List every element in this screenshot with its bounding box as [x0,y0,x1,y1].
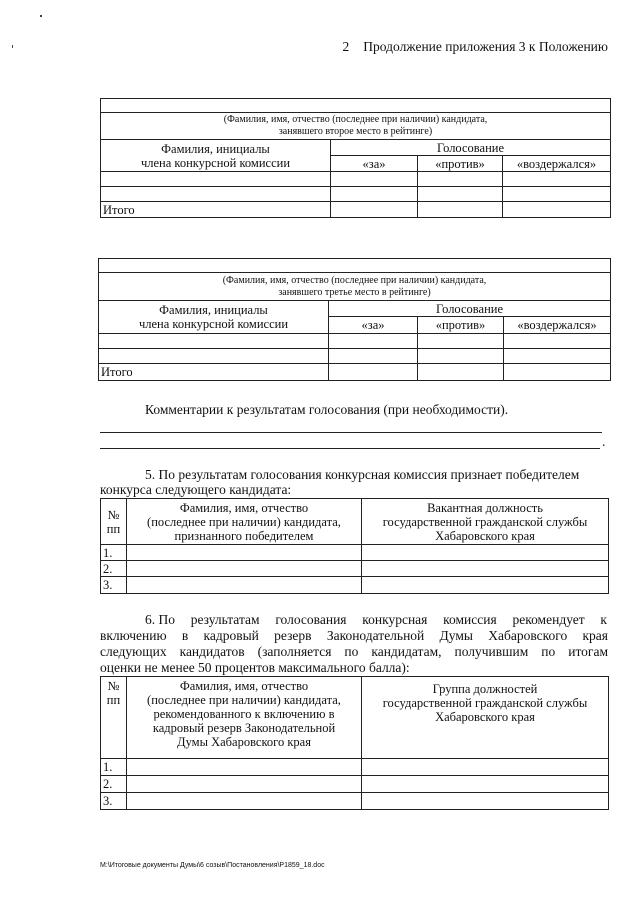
section6-line-3: следующих кандидатов (заполняется по кандидатам, получившим по итогам [100,644,608,659]
empty-cell[interactable] [362,561,609,577]
empty-cell[interactable] [329,349,418,364]
total-label: Итого [99,364,329,381]
member-column-header: Фамилия, инициалы члена конкурсной комиссии [99,301,329,334]
section6-line-2: включению в кадровый резерв Законодательной Думы Хабаровского края [100,628,608,643]
empty-cell[interactable] [418,349,504,364]
empty-cell[interactable] [362,776,609,793]
comments-line-1[interactable] [100,432,602,433]
empty-cell[interactable] [127,577,362,594]
row-number: 3. [101,793,127,810]
empty-cell[interactable] [362,577,609,594]
empty-cell[interactable] [99,334,329,349]
section6-line-1: 6. По результатам голосования конкурсная комиссия рекомендует к [145,612,607,627]
appendix-title: Продолжение приложения 3 к Положению [363,39,608,54]
empty-cell[interactable] [503,202,611,218]
number-column-header: № пп [101,677,127,759]
empty-cell[interactable] [362,793,609,810]
vote-for-header: «за» [329,317,418,334]
empty-cell[interactable] [504,349,611,364]
section5-line-1: 5. По результатам голосования конкурсная комиссия признает победителем [145,467,580,482]
empty-cell[interactable] [331,187,418,202]
file-path-footer: M:\Итоговые документы Думы\6 созыв\Постановления\P1859_18.doc [100,862,325,869]
candidate-column-header: Фамилия, имя, отчество (последнее при наличии) кандидата, рекомендованного к включению в кадровый резерв Законодательной Думы Хабаровского края [127,677,362,759]
empty-cell[interactable] [503,172,611,187]
candidate-name-cell[interactable] [99,259,611,273]
vote-for-header: «за» [331,156,418,172]
empty-cell[interactable] [418,172,503,187]
empty-cell[interactable] [127,561,362,577]
candidate-caption: (Фамилия, имя, отчество (последнее при наличии) кандидата, занявшего третье место в рейтинге) [99,273,611,301]
total-label: Итого [101,202,331,218]
voting-table-second-place [100,98,611,218]
section6-line-4: оценки не менее 50 процентов максимального балла): [100,660,410,675]
voting-header: Голосование [331,140,611,156]
position-column-header: Вакантная должность государственной гражданской службы Хабаровского края [362,499,609,545]
row-number: 1. [101,759,127,776]
candidate-caption: (Фамилия, имя, отчество (последнее при наличии) кандидата, занявшего второе место в рейтинге) [101,113,611,140]
vote-abstain-header: «воздержался» [504,317,611,334]
empty-cell[interactable] [127,793,362,810]
empty-cell[interactable] [418,187,503,202]
number-column-header: № пп [101,499,127,545]
candidate-name-cell[interactable] [101,99,611,113]
candidate-column-header: Фамилия, имя, отчество (последнее при наличии) кандидата, признанного победителем [127,499,362,545]
vote-abstain-header: «воздержался» [503,156,611,172]
empty-cell[interactable] [331,172,418,187]
comments-end-dot: . [602,434,606,449]
empty-cell[interactable] [127,759,362,776]
page-number: 2 [342,39,350,54]
empty-cell[interactable] [362,545,609,561]
position-group-column-header: Группа должностей государственной гражданской службы Хабаровского края [362,677,609,759]
empty-cell[interactable] [101,172,331,187]
empty-cell[interactable] [503,187,611,202]
vote-against-header: «против» [418,156,503,172]
empty-cell[interactable] [127,776,362,793]
comments-line-2[interactable] [100,448,600,449]
section5-line-2: конкурса следующего кандидата: [100,482,292,497]
empty-cell[interactable] [329,364,418,381]
reserve-table [100,676,609,810]
voting-table-third-place [98,258,611,381]
empty-cell[interactable] [101,187,331,202]
empty-cell[interactable] [418,202,503,218]
comments-label: Комментарии к результатам голосования (при необходимости). [145,402,509,417]
row-number: 2. [101,561,127,577]
row-number: 3. [101,577,127,594]
empty-cell[interactable] [362,759,609,776]
empty-cell[interactable] [418,334,504,349]
voting-header: Голосование [329,301,611,317]
winner-table [100,498,609,594]
scan-speck [40,15,42,17]
vote-against-header: «против» [418,317,504,334]
empty-cell[interactable] [331,202,418,218]
member-column-header: Фамилия, инициалы члена конкурсной комиссии [101,140,331,172]
empty-cell[interactable] [329,334,418,349]
empty-cell[interactable] [504,364,611,381]
empty-cell[interactable] [99,349,329,364]
row-number: 1. [101,545,127,561]
empty-cell[interactable] [504,334,611,349]
page-header [0,39,608,55]
empty-cell[interactable] [127,545,362,561]
row-number: 2. [101,776,127,793]
empty-cell[interactable] [418,364,504,381]
